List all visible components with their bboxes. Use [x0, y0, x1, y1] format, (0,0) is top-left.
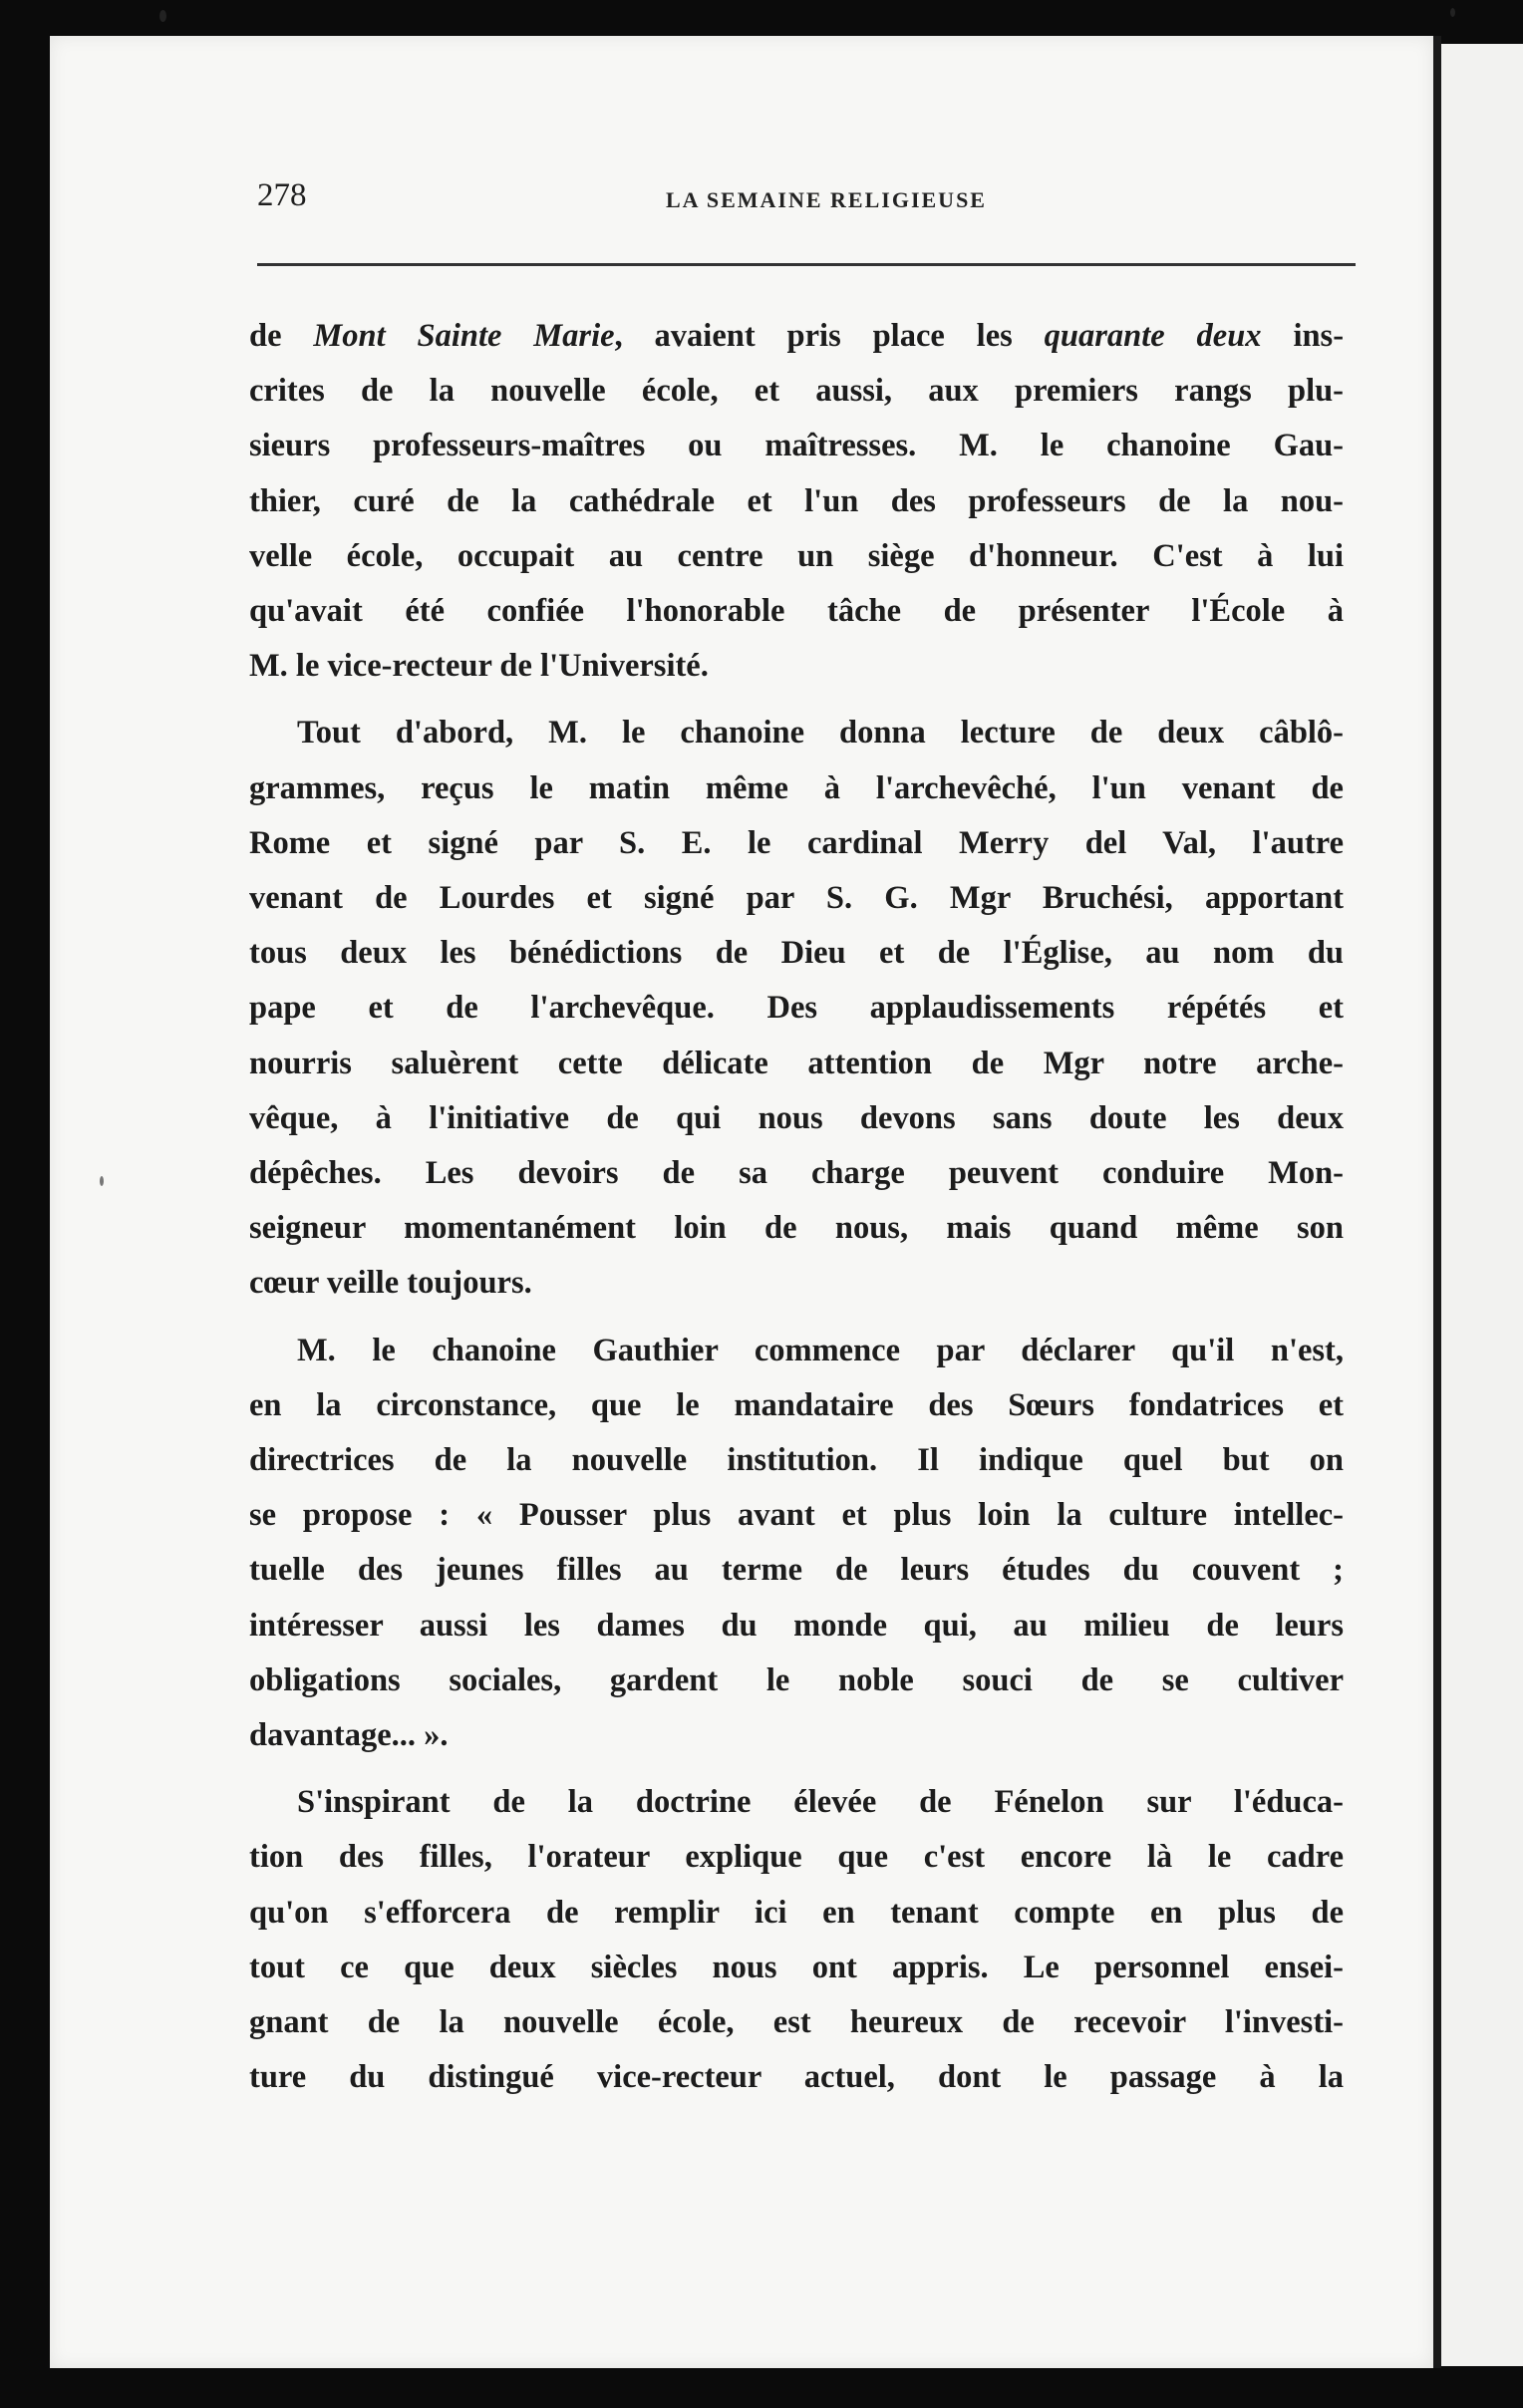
- scan-speck: [100, 1176, 104, 1186]
- scan-speck: [1450, 8, 1455, 17]
- text-line: M. le chanoine Gauthier commence par déclarer qu'il n'est,: [297, 1332, 1344, 1368]
- text-line: grammes, reçus le matin même à l'archevêché, l'un venant de: [249, 769, 1344, 806]
- text-line: directrices de la nouvelle institution. Il indique quel but on: [249, 1442, 1344, 1479]
- text-run: de: [249, 318, 314, 354]
- paragraph: [249, 706, 1344, 1311]
- text-line: vêque, à l'initiative de qui nous devons sans doute les deux: [249, 1099, 1344, 1136]
- adjacent-page-edge: [1441, 44, 1523, 2366]
- text-line: [249, 309, 1344, 364]
- header-rule: [257, 263, 1356, 266]
- text-line: intéresser aussi les dames du monde qui, au milieu de leurs: [249, 1607, 1344, 1644]
- text-run: ins-: [1261, 318, 1345, 354]
- page-number: 278: [257, 177, 307, 213]
- italic-run: Mont Sainte Marie: [313, 318, 615, 354]
- text-run: , avaient pris place les: [614, 318, 1045, 354]
- scan-speck: [159, 10, 166, 22]
- italic-run: quarante deux: [1044, 318, 1262, 354]
- running-header: [257, 177, 1356, 217]
- text-line: qu'on s'efforcera de remplir ici en tenant compte en plus de: [249, 1894, 1344, 1931]
- text-line: velle école, occupait au centre un siège d'honneur. C'est à lui: [249, 537, 1344, 574]
- text-line: S'inspirant de la doctrine élevée de Fénelon sur l'éduca-: [297, 1784, 1344, 1821]
- text-line: ture du distingué vice-recteur actuel, dont le passage à la: [249, 2059, 1344, 2096]
- text-line: nourris saluèrent cette délicate attention de Mgr notre arche-: [249, 1045, 1344, 1081]
- paragraph: [249, 309, 1344, 694]
- text-line: se propose : « Pousser plus avant et plus loin la culture intellec-: [249, 1497, 1344, 1534]
- text-line: M. le vice-recteur de l'Université.: [249, 648, 709, 685]
- article-body: [249, 309, 1344, 2118]
- text-line: venant de Lourdes et signé par S. G. Mgr Bruchési, apportant: [249, 880, 1344, 917]
- text-line: gnant de la nouvelle école, est heureux de recevoir l'investi-: [249, 2004, 1344, 2041]
- text-line: thier, curé de la cathédrale et l'un des professeurs de la nou-: [249, 482, 1344, 519]
- text-line: seigneur momentanément loin de nous, mais quand même son: [249, 1210, 1344, 1247]
- running-title: LA SEMAINE RELIGIEUSE: [666, 187, 987, 212]
- text-line: davantage... ».: [249, 1717, 449, 1754]
- paragraph: [249, 1324, 1344, 1764]
- text-line: obligations sociales, gardent le noble souci de se cultiver: [249, 1661, 1344, 1698]
- text-line: pape et de l'archevêque. Des applaudissements répétés et: [249, 990, 1344, 1027]
- text-line: Tout d'abord, M. le chanoine donna lecture de deux câblô-: [297, 715, 1344, 752]
- text-line: crites de la nouvelle école, et aussi, aux premiers rangs plu-: [249, 373, 1344, 410]
- text-line: tout ce que deux siècles nous ont appris. Le personnel ensei-: [249, 1949, 1344, 1985]
- text-line: tion des filles, l'orateur explique que c'est encore là le cadre: [249, 1839, 1344, 1876]
- text-line: qu'avait été confiée l'honorable tâche de présenter l'École à: [249, 593, 1344, 630]
- text-line: sieurs professeurs-maîtres ou maîtresses. M. le chanoine Gau-: [249, 428, 1344, 464]
- text-line: tuelle des jeunes filles au terme de leurs études du couvent ;: [249, 1552, 1344, 1589]
- text-line: en la circonstance, que le mandataire des Sœurs fondatrices et: [249, 1386, 1344, 1423]
- page-gutter: [1433, 36, 1441, 2368]
- text-line: dépêches. Les devoirs de sa charge peuvent conduire Mon-: [249, 1155, 1344, 1192]
- text-line: cœur veille toujours.: [249, 1265, 532, 1302]
- paragraph: [249, 1775, 1344, 2105]
- text-line: tous deux les bénédictions de Dieu et de l'Église, au nom du: [249, 935, 1344, 972]
- text-line: Rome et signé par S. E. le cardinal Merry del Val, l'autre: [249, 824, 1344, 861]
